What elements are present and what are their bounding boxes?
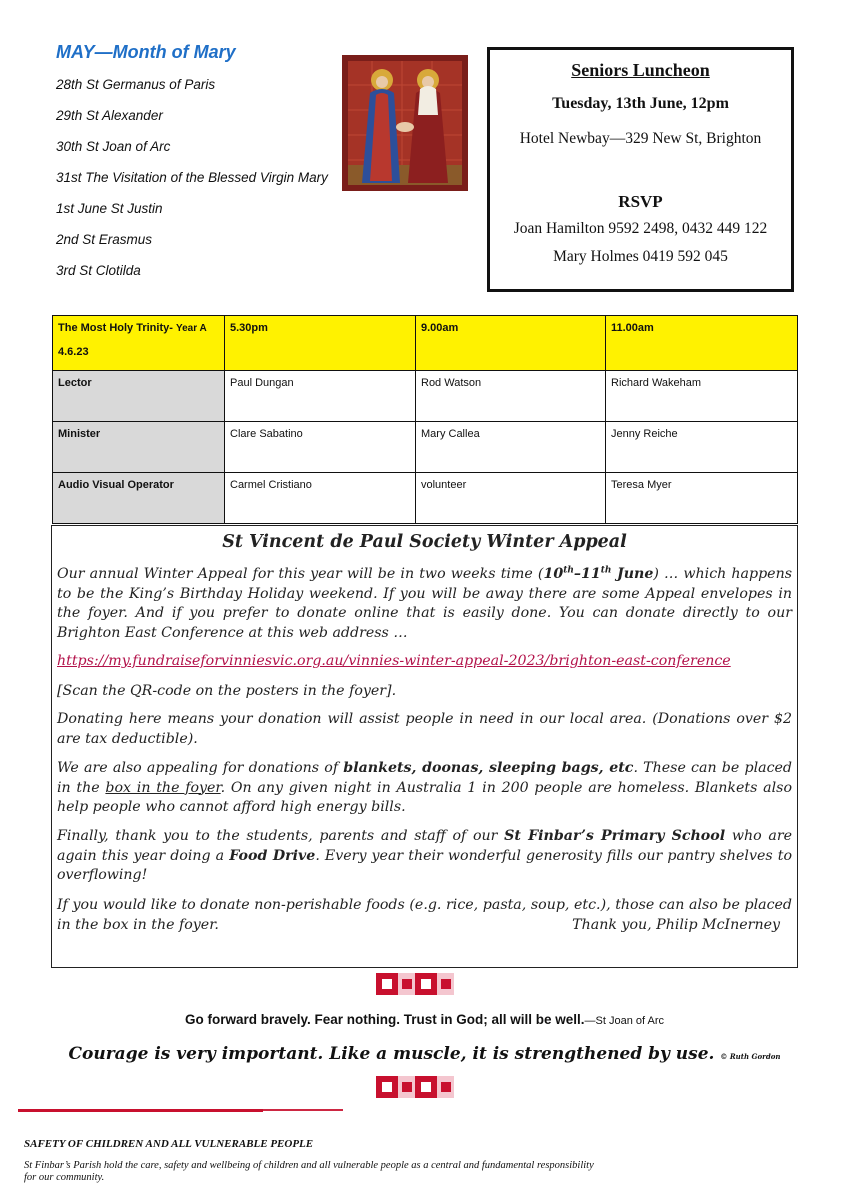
quote-attribution: © Ruth Gordon	[720, 1052, 781, 1061]
rsvp-contact: Joan Hamilton 9592 2498, 0432 449 122	[513, 220, 768, 237]
safety-title: SAFETY OF CHILDREN AND ALL VULNERABLE PEOPLE	[24, 1138, 314, 1150]
feast-day-date: 4.6.23	[58, 346, 89, 358]
mass-time: 5.30pm	[225, 316, 416, 371]
text-run: June	[611, 566, 654, 582]
person-cell: Richard Wakeham	[606, 371, 798, 422]
text-run: Food Drive	[229, 847, 316, 864]
appeal-paragraph	[57, 759, 792, 818]
text-run: th	[563, 565, 574, 576]
text-run: . These can be placed in the	[57, 760, 792, 796]
footer-divider	[18, 1109, 343, 1112]
person-cell: Carmel Cristiano	[225, 473, 416, 524]
decorative-squares-icon	[376, 973, 454, 995]
feast-item: 1st June St Justin	[56, 201, 163, 216]
role-cell: Audio Visual Operator	[53, 473, 225, 524]
feast-day-cell	[53, 316, 225, 371]
feast-item: 30th St Joan of Arc	[56, 139, 171, 154]
text-run: St Finbar’s Primary School	[504, 828, 726, 844]
table-row	[53, 422, 798, 473]
donation-link[interactable]: https://my.fundraiseforvinniesvic.org.au/vinnies-winter-appeal-2023/brighton-east-conference	[57, 653, 731, 669]
visitation-painting-icon	[342, 55, 468, 191]
person-cell: Jenny Reiche	[606, 422, 798, 473]
role-cell: Minister	[53, 422, 225, 473]
text-run: Finally, thank you to the students, parents and staff of our	[57, 828, 505, 844]
appeal-paragraph	[57, 565, 792, 643]
person-cell: Clare Sabatino	[225, 422, 416, 473]
quote-text: Go forward bravely. Fear nothing. Trust in God; all will be well.	[184, 1012, 585, 1027]
safety-statement: St Finbar’s Parish hold the care, safety and wellbeing of children and all vulnerable people as a central and fundamental responsibility for our community.	[24, 1160, 594, 1183]
text-run: blankets, doonas, sleeping bags, etc	[343, 760, 634, 776]
table-row	[53, 473, 798, 524]
text-run: –	[573, 566, 581, 582]
feast-item: 2nd St Erasmus	[56, 232, 153, 247]
person-cell: volunteer	[416, 473, 606, 524]
may-title: MAY—Month of Mary	[56, 42, 236, 62]
text-run: Our annual Winter Appeal for this year will be in two weeks time (	[57, 566, 544, 582]
mass-time: 9.00am	[416, 316, 606, 371]
person-cell: Paul Dungan	[225, 371, 416, 422]
joan-quote	[0, 1012, 849, 1027]
text-run: 11	[581, 566, 601, 582]
seniors-luncheon-box	[487, 47, 794, 292]
courage-quote	[0, 1044, 849, 1064]
mass-roster-table	[52, 315, 798, 524]
feast-item: 31st The Visitation of the Blessed Virgin Mary	[56, 170, 328, 185]
quote-text: Courage is very important. Like a muscle, it is strengthened by use.	[68, 1044, 715, 1064]
table-row	[53, 371, 798, 422]
mass-time: 11.00am	[606, 316, 798, 371]
appeal-title: St Vincent de Paul Society Winter Appeal	[222, 532, 627, 552]
text-run: ) … which happens to be the King’s Birthday Holiday weekend. If you will be away there are some Appeal envelopes in the foyer. And if you prefer to donate online that is easily done. You can donate directly to our Brighton East Conference at this web address …	[57, 566, 792, 641]
appeal-paragraph	[57, 652, 792, 672]
rsvp-contact: Mary Holmes 0419 592 045	[553, 248, 728, 265]
rsvp-heading: RSVP	[618, 192, 663, 211]
feast-item: 29th St Alexander	[56, 108, 163, 123]
feast-item: 3rd St Clotilda	[56, 263, 141, 278]
person-cell: Mary Callea	[416, 422, 606, 473]
text-run: . On any given night in Australia 1 in 200 people are homeless. Blankets also help people who cannot afford high energy bills.	[57, 779, 792, 815]
text-run: who are again this year doing a	[57, 828, 792, 864]
seniors-date: Tuesday, 13th June, 12pm	[552, 95, 729, 112]
quote-attribution: —St Joan of Arc	[584, 1015, 665, 1027]
text-run: 10	[543, 566, 564, 582]
appeal-paragraph: If you would like to donate non-perishable foods (e.g. rice, pasta, soup, etc.), those can also be placed in the box in the foyer.	[57, 897, 792, 933]
role-cell: Lector	[53, 371, 225, 422]
table-header-row	[53, 316, 798, 371]
text-run: box in the foyer	[105, 779, 221, 796]
person-cell: Rod Watson	[416, 371, 606, 422]
seniors-venue: Hotel Newbay—329 New St, Brighton	[519, 130, 762, 147]
text-run: . Every year their wonderful generosity fills our pantry shelves to overflowing!	[57, 847, 792, 883]
appeal-signoff: Thank you, Philip McInerney	[572, 917, 780, 933]
seniors-title: Seniors Luncheon	[571, 60, 710, 80]
appeal-paragraph: Donating here means your donation will assist people in need in our local area. (Donations over $2 are tax deductible).	[57, 711, 792, 747]
text-run: th	[600, 565, 612, 576]
text-run: We are also appealing for donations of	[57, 760, 344, 776]
feast-day-year: Year A	[175, 323, 207, 334]
appeal-paragraph	[57, 827, 792, 886]
winter-appeal-box	[51, 525, 798, 968]
appeal-paragraph: [Scan the QR-code on the posters in the foyer].	[57, 683, 397, 699]
decorative-squares-icon	[376, 1076, 454, 1098]
feast-day-title: The Most Holy Trinity-	[58, 322, 173, 334]
person-cell: Teresa Myer	[606, 473, 798, 524]
feast-item: 28th St Germanus of Paris	[56, 77, 216, 92]
